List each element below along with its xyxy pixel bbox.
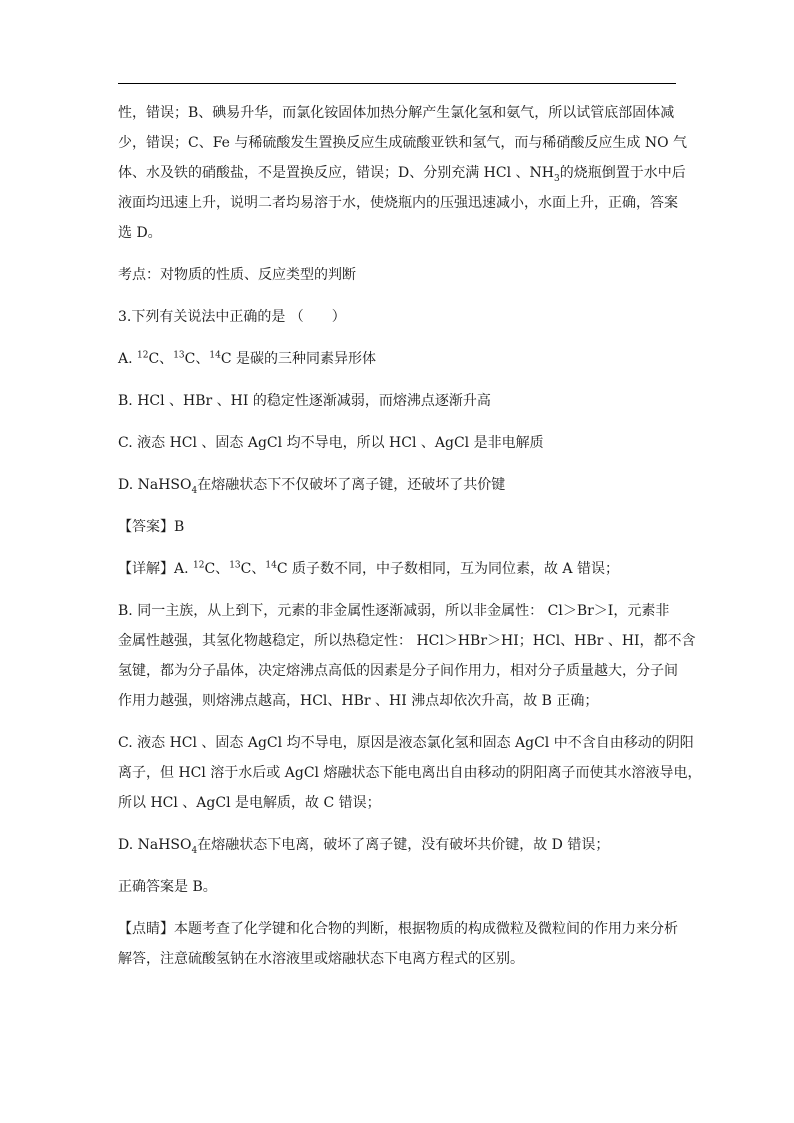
text-line: C. 液态 HCl 、固态 AgCl 均不导电，原因是液态氯化氢和固态 AgCl 中不含自由移动的阴阳 <box>118 735 694 751</box>
text-line: 解答，注意硫酸氢钠在水溶液里或熔融状态下电离方程式的区别。 <box>118 951 524 967</box>
detail-c <box>118 728 702 818</box>
detail-a: 【详解】A. $^{12}$C、$^{13}$C、$^{14}$C 质子数不同，中子数相同，互为同位素，故 A 错误； <box>118 560 619 577</box>
detail-b <box>118 596 696 716</box>
text-line: 所以 HCl 、AgCl 是电解质，故 C 错误； <box>118 795 381 811</box>
document-body <box>118 98 702 974</box>
text-line: 作用力越强，则熔沸点越高，HCl、HBr 、HI 沸点却依次升高，故 B 正确； <box>118 693 599 709</box>
answer-label: 【答案】B <box>118 519 185 535</box>
text-line: 少，错误；C、Fe 与稀硫酸发生置换反应生成硫酸亚铁和氢气，而与稀硝酸反应生成 NO 气 <box>118 135 688 151</box>
header-rule <box>118 83 676 84</box>
previous-explanation <box>118 98 688 248</box>
text-line: 选 D。 <box>118 225 162 241</box>
text-line: 离子，但 HCl 溶于水后或 AgCl 熔融状态下能电离出自由移动的阴阳离子而使其水溶液导电， <box>118 765 702 781</box>
kaodian-note: 考点：对物质的性质、反应类型的判断 <box>118 267 356 283</box>
text-line: 体、水及铁的硝酸盐，不是置换反应，错误；D、分别充满 HCl 、$NH_3$的烧瓶倒置于水中后 <box>118 165 686 184</box>
option-c: C. 液态 HCl 、固态 AgCl 均不导电，所以 HCl 、AgCl 是非电解质 <box>118 435 544 451</box>
detail-d: D. NaHSO$_4$在熔融状态下电离，破坏了离子键，没有破坏共价键，故 D 错误； <box>118 837 610 856</box>
text-line: B. 同一主族，从上到下，元素的非金属性逐渐减弱，所以非金属性： Cl＞Br＞I，元素非 <box>118 603 670 619</box>
text-line: 性，错误；B、碘易升华，而氯化铵固体加热分解产生氯化氢和氨气，所以试管底部固体减 <box>118 105 675 121</box>
conclusion: 正确答案是 B。 <box>118 879 217 895</box>
dianjing-note <box>118 914 678 974</box>
text-line: 金属性越强，其氢化物越稳定，所以热稳定性： HCl＞HBr＞HI；HCl、HBr 、HI，都不含 <box>118 633 696 649</box>
text-line: 【点睛】本题考查了化学键和化合物的判断，根据物质的构成微粒及微粒间的作用力来分析 <box>118 921 678 937</box>
option-b: B. HCl 、HBr 、HI 的稳定性逐渐减弱，而熔沸点逐渐升高 <box>118 393 491 409</box>
text-line: 液面均迅速上升，说明二者均易溶于水，使烧瓶内的压强迅速减小，水面上升，正确，答案 <box>118 195 678 211</box>
option-d: D. NaHSO$_4$在熔融状态下不仅破坏了离子键，还破坏了共价键 <box>118 477 506 496</box>
question-stem: 3.下列有关说法中正确的是 （ ） <box>118 309 346 325</box>
option-a: A. $^{12}$C、$^{13}$C、$^{14}$C 是碳的三种同素异形体 <box>118 350 376 367</box>
text-line: 氢键，都为分子晶体，决定熔沸点高低的因素是分子间作用力，相对分子质量越大，分子间 <box>118 663 678 679</box>
